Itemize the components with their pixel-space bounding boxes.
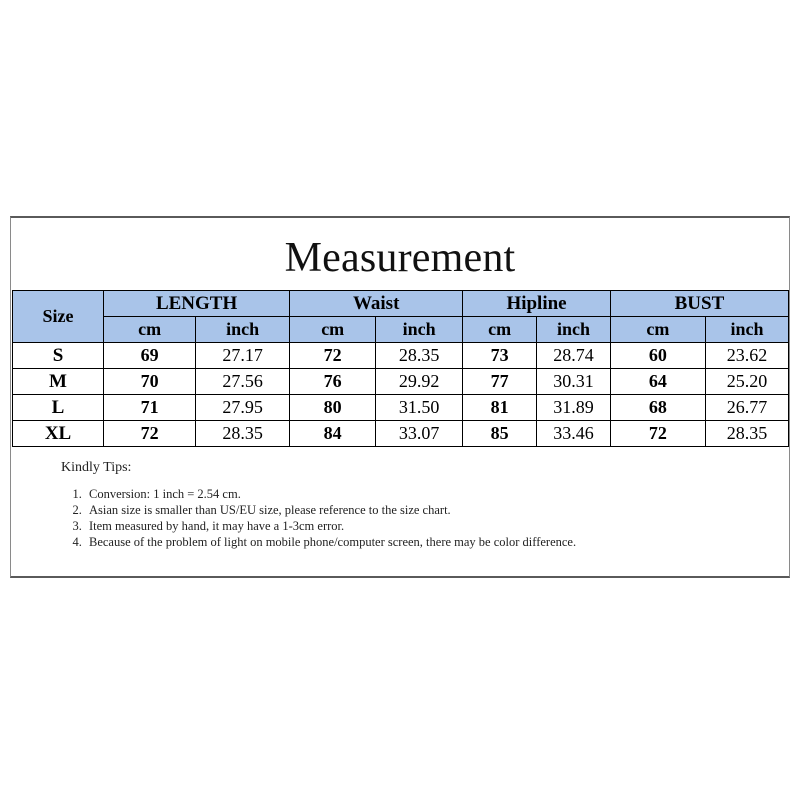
- cm-value-cell: 76: [290, 369, 376, 395]
- unit-header-inch: inch: [196, 317, 290, 343]
- cm-value-cell: 72: [290, 343, 376, 369]
- inch-value-cell: 28.74: [537, 343, 611, 369]
- tips-list: [61, 486, 741, 550]
- size-column-header: Size: [13, 291, 104, 343]
- tip-item: 3. Item measured by hand, it may have a 1-3cm error.: [85, 518, 741, 534]
- cm-value-cell: 81: [463, 395, 537, 421]
- cm-value-cell: 60: [610, 343, 705, 369]
- size-chart-table: [12, 290, 789, 447]
- unit-header-inch: inch: [537, 317, 611, 343]
- size-label-cell: L: [13, 395, 104, 421]
- inch-value-cell: 28.35: [705, 421, 788, 447]
- inch-value-cell: 27.17: [196, 343, 290, 369]
- cm-value-cell: 73: [463, 343, 537, 369]
- inch-value-cell: 30.31: [537, 369, 611, 395]
- group-header-length: LENGTH: [104, 291, 290, 317]
- inch-value-cell: 26.77: [705, 395, 788, 421]
- tip-item: 4. Because of the problem of light on mobile phone/computer screen, there may be color difference.: [85, 534, 741, 550]
- kindly-tips: [61, 460, 741, 550]
- inch-value-cell: 33.07: [376, 421, 463, 447]
- tip-item: 1. Conversion: 1 inch = 2.54 cm.: [85, 486, 741, 502]
- inch-value-cell: 28.35: [376, 343, 463, 369]
- unit-header-inch: inch: [705, 317, 788, 343]
- inch-value-cell: 31.50: [376, 395, 463, 421]
- unit-header-cm: cm: [610, 317, 705, 343]
- inch-value-cell: 27.56: [196, 369, 290, 395]
- cm-value-cell: 77: [463, 369, 537, 395]
- inch-value-cell: 27.95: [196, 395, 290, 421]
- cm-value-cell: 72: [610, 421, 705, 447]
- group-header-row: [13, 291, 789, 317]
- size-label-cell: M: [13, 369, 104, 395]
- unit-header-cm: cm: [290, 317, 376, 343]
- tip-item: 2. Asian size is smaller than US/EU size, please reference to the size chart.: [85, 502, 741, 518]
- page-title: Measurement: [284, 235, 516, 281]
- cm-value-cell: 85: [463, 421, 537, 447]
- unit-header-row: [13, 317, 789, 343]
- size-rows: [13, 343, 789, 447]
- unit-header-cm: cm: [463, 317, 537, 343]
- cm-value-cell: 68: [610, 395, 705, 421]
- inch-value-cell: 29.92: [376, 369, 463, 395]
- cm-value-cell: 64: [610, 369, 705, 395]
- table-row: [13, 343, 789, 369]
- cm-value-cell: 80: [290, 395, 376, 421]
- inch-value-cell: 28.35: [196, 421, 290, 447]
- inch-value-cell: 33.46: [537, 421, 611, 447]
- table-row: [13, 421, 789, 447]
- unit-header-cm: cm: [104, 317, 196, 343]
- inch-value-cell: 31.89: [537, 395, 611, 421]
- cm-value-cell: 72: [104, 421, 196, 447]
- cm-value-cell: 71: [104, 395, 196, 421]
- size-label-cell: XL: [13, 421, 104, 447]
- table-row: [13, 395, 789, 421]
- cm-value-cell: 70: [104, 369, 196, 395]
- size-label-cell: S: [13, 343, 104, 369]
- group-header-bust: BUST: [610, 291, 788, 317]
- inch-value-cell: 23.62: [705, 343, 788, 369]
- cm-value-cell: 84: [290, 421, 376, 447]
- cm-value-cell: 69: [104, 343, 196, 369]
- group-header-hipline: Hipline: [463, 291, 611, 317]
- measurement-card: [10, 216, 790, 578]
- inch-value-cell: 25.20: [705, 369, 788, 395]
- group-header-waist: Waist: [290, 291, 463, 317]
- tips-title: Kindly Tips:: [61, 460, 132, 475]
- table-row: [13, 369, 789, 395]
- unit-header-inch: inch: [376, 317, 463, 343]
